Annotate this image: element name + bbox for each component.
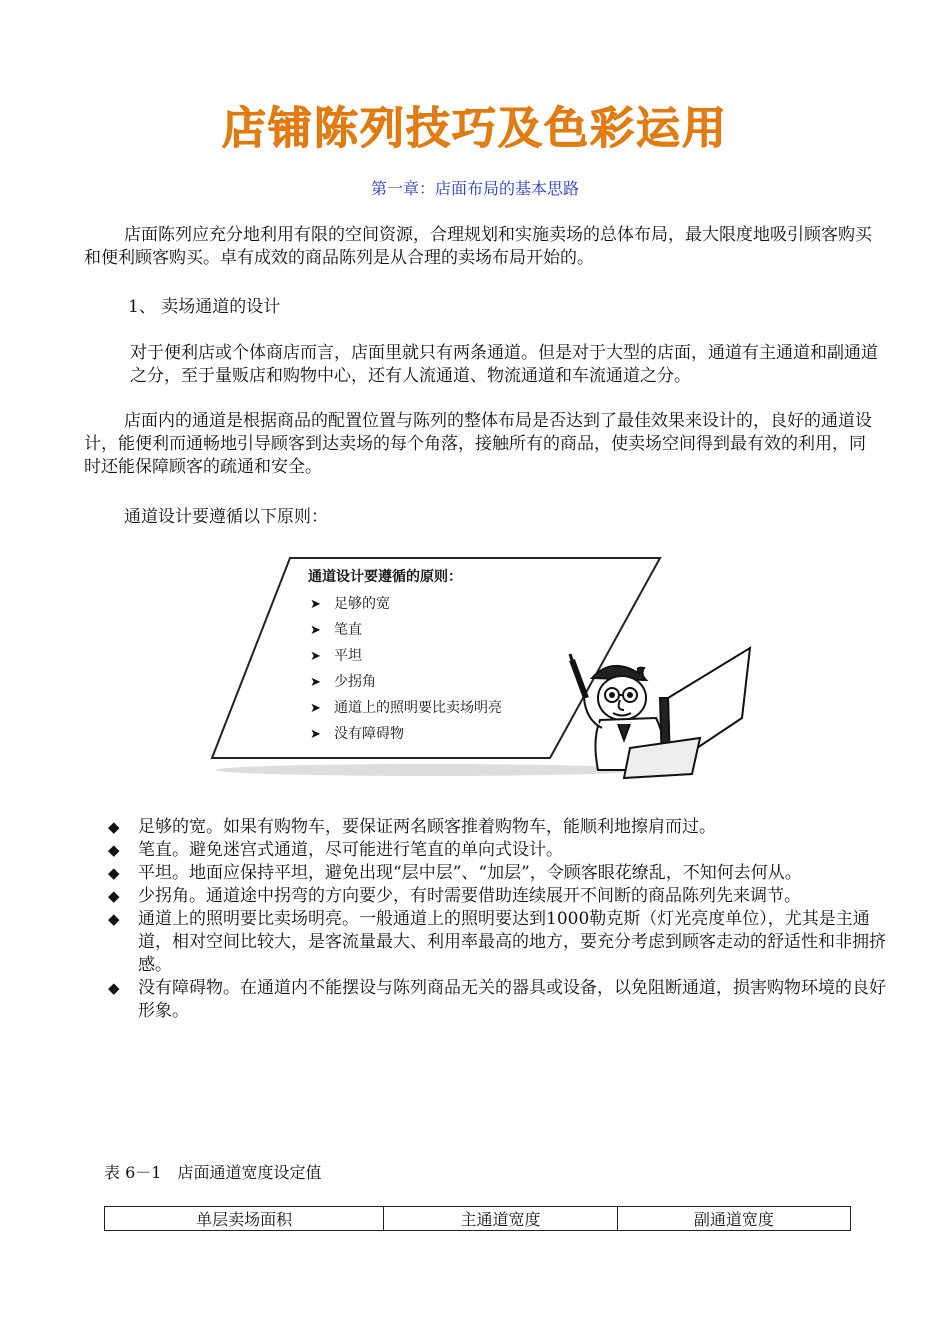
arrow-icon: ➤ xyxy=(310,649,321,664)
aisle-width-table xyxy=(104,1206,851,1231)
diamond-bullet-icon: ◆ xyxy=(108,910,120,928)
arrow-icon: ➤ xyxy=(310,675,321,690)
section-heading: 1、 卖场通道的设计 xyxy=(128,297,281,317)
intro-paragraph: 店面陈列应充分地利用有限的空间资源，合理规划和实施卖场的总体布局，最大限度地吸引顾客购买和便利顾客购买。卓有成效的商品陈列是从合理的卖场布局开始的。 xyxy=(84,225,872,268)
list-item: ◆ 少拐角。通道途中拐弯的方向要少，有时需要借助连续展开不间断的商品陈列先来调节。 xyxy=(108,886,801,906)
diamond-bullet-icon: ◆ xyxy=(108,864,120,882)
paragraph-aisle-design: 店面内的通道是根据商品的配置位置与陈列的整体布局是否达到了最佳效果来设计的，良好的通道设计，能便利而通畅地引导顾客到达卖场的每个角落，接触所有的商品，使卖场空间得到最有效的利用，同时还能保障顾客的疏通和安全。 xyxy=(84,411,872,477)
principles-illustration xyxy=(200,548,760,784)
illustration-item: 通道上的照明要比卖场明亮 xyxy=(334,700,502,716)
table-header-cell: 主通道宽度 xyxy=(384,1207,617,1231)
principles-list xyxy=(108,816,898,1023)
table-caption: 表 6－1 店面通道宽度设定值 xyxy=(104,1163,322,1182)
list-item: ◆ 平坦。地面应保持平坦，避免出现“层中层”、“加层”，令顾客眼花缭乱，不知何去何从。 xyxy=(108,863,802,883)
arrow-icon: ➤ xyxy=(310,701,321,716)
diamond-bullet-icon: ◆ xyxy=(108,979,120,997)
chapter-heading: 第一章：店面布局的基本思路 xyxy=(370,179,579,198)
arrow-icon: ➤ xyxy=(310,727,321,742)
arrow-icon: ➤ xyxy=(310,597,321,612)
table-header-cell: 单层卖场面积 xyxy=(105,1207,384,1231)
list-item: ◆ 通道上的照明要比卖场明亮。一般通道上的照明要达到1000勒克斯（灯光亮度单位），尤其是主通道，相对空间比较大，是客流量最大、利用率最高的地方，要充分考虑到顾客走动的舒适性和非拥挤感。 xyxy=(108,909,886,975)
table-header-cell: 副通道宽度 xyxy=(617,1207,850,1231)
illustration-item: 平坦 xyxy=(334,648,362,664)
list-item: ◆ 没有障碍物。在通道内不能摆设与陈列商品无关的器具或设备，以免阻断通道，损害购物环境的良好形象。 xyxy=(108,978,886,1021)
illustration-heading: 通道设计要遵循的原则： xyxy=(308,569,462,585)
list-item: ◆ 足够的宽。如果有购物车，要保证两名顾客推着购物车，能顺利地擦肩而过。 xyxy=(108,817,716,837)
paragraph-aisles: 对于便利店或个体商店而言，店面里就只有两条通道。但是对于大型的店面，通道有主通道和副通道之分，至于量贩店和购物中心，还有人流通道、物流通道和车流通道之分。 xyxy=(130,343,878,386)
page-title: 店铺陈列技巧及色彩运用 xyxy=(222,103,728,154)
illustration-item: 足够的宽 xyxy=(334,596,390,612)
list-item: ◆ 笔直。避免迷宫式通道，尽可能进行笔直的单向式设计。 xyxy=(108,840,563,860)
diamond-bullet-icon: ◆ xyxy=(108,818,120,836)
illustration-item: 笔直 xyxy=(334,622,362,638)
diamond-bullet-icon: ◆ xyxy=(108,887,120,905)
diamond-bullet-icon: ◆ xyxy=(108,841,120,859)
illustration-item: 没有障碍物 xyxy=(334,726,404,742)
table-header-row xyxy=(105,1207,851,1231)
illustration-item: 少拐角 xyxy=(334,674,376,690)
arrow-icon: ➤ xyxy=(310,623,321,638)
paragraph-principles-intro: 通道设计要遵循以下原则： xyxy=(124,507,328,527)
